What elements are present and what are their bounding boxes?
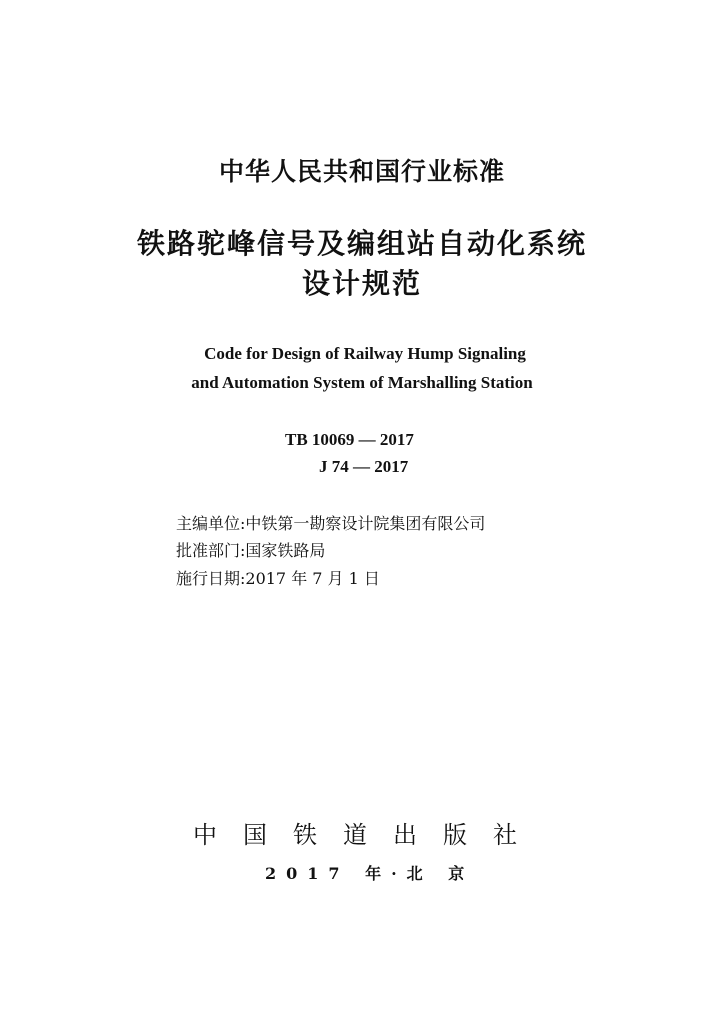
- chief-editor-unit: 主编单位:中铁第一勘察设计院集团有限公司: [176, 514, 486, 533]
- publication-year-place: 2017 年·北 京: [265, 864, 475, 883]
- standard-code-j: J 74 — 2017: [319, 457, 409, 476]
- standard-category: 中华人民共和国行业标准: [218, 157, 505, 186]
- title-zh-line1: 铁路驼峰信号及编组站自动化系统: [136, 227, 587, 260]
- title-en-line2: and Automation System of Marshalling Station: [191, 373, 533, 392]
- publisher-name: 中国铁道出版社: [193, 821, 543, 849]
- approval-department: 批准部门:国家铁路局: [176, 541, 326, 560]
- title-en-line1: Code for Design of Railway Hump Signaling: [204, 344, 526, 363]
- effective-date: 施行日期:2017 年 7 月 1 日: [176, 569, 380, 588]
- title-zh-line2: 设计规范: [301, 267, 422, 300]
- standard-code-tb: TB 10069 — 2017: [285, 430, 414, 449]
